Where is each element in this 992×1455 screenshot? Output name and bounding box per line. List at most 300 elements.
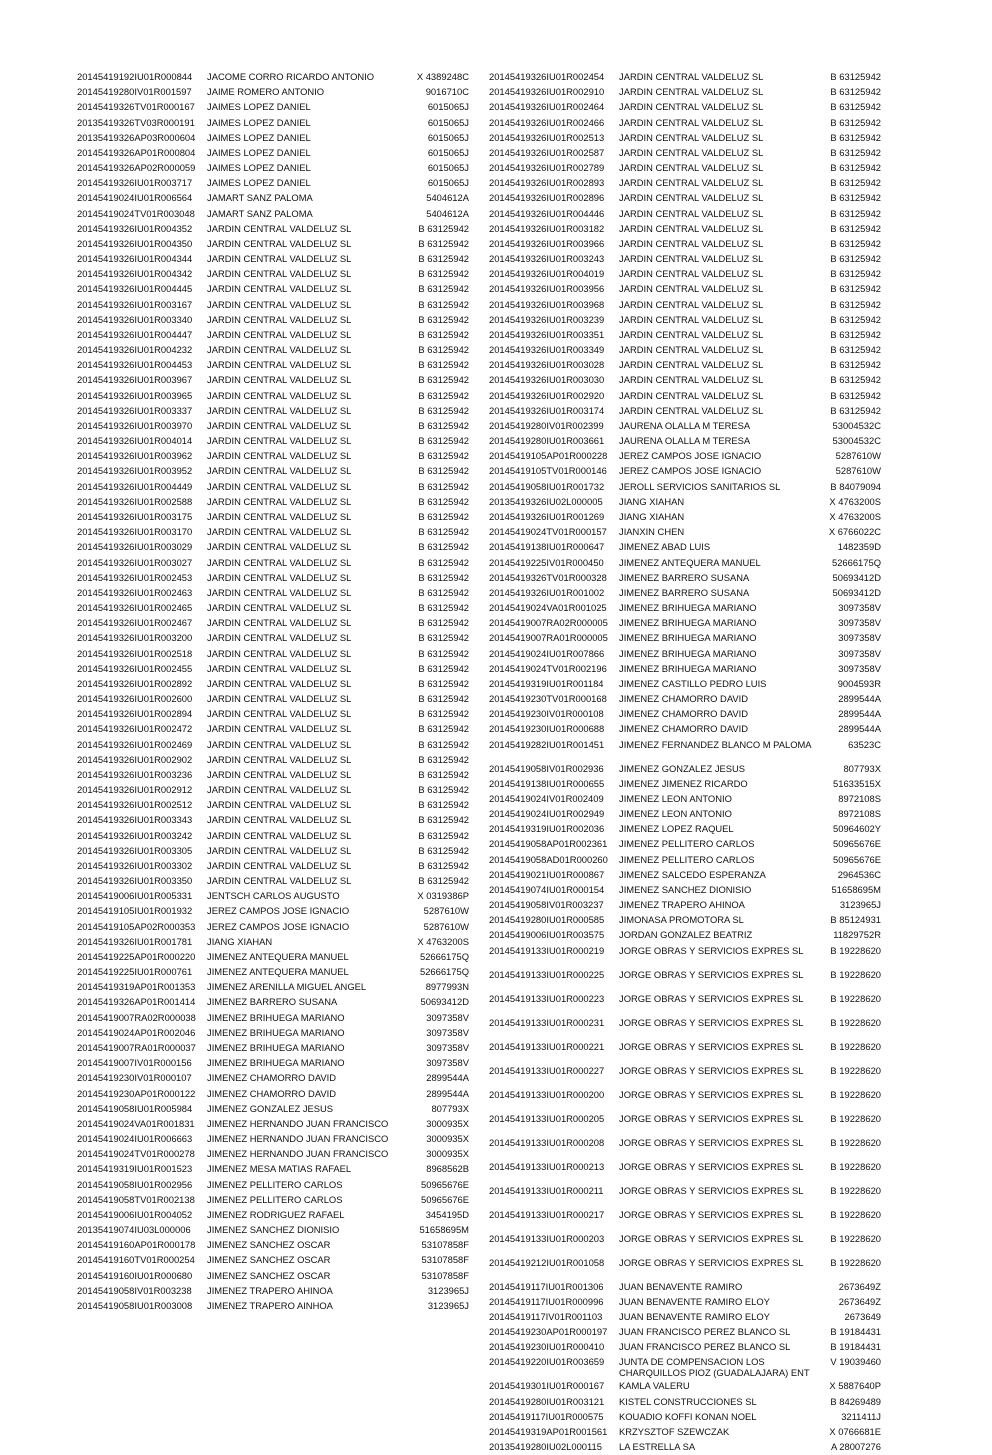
- table-row: [489, 1184, 889, 1208]
- tax-id: B 63125942: [830, 298, 881, 310]
- tax-id: B 63125942: [418, 799, 469, 811]
- holder-name: JARDIN CENTRAL VALDELUZ SL: [207, 723, 352, 735]
- tax-id: B 19228620: [830, 1136, 881, 1148]
- table-row: [77, 738, 477, 753]
- record-code: 20145419160IU01R000680: [77, 1269, 193, 1281]
- holder-name: JIMENEZ ANTEQUERA MANUEL: [207, 950, 349, 962]
- table-row: [489, 647, 889, 662]
- holder-name: JAURENA OLALLA M TERESA: [619, 435, 751, 447]
- table-row: [77, 464, 477, 479]
- record-code: 20135419326TV03R000191: [77, 116, 195, 128]
- tax-id: B 63125942: [830, 268, 881, 280]
- record-code: 20145419326IU01R003236: [77, 768, 193, 780]
- table-row: [489, 434, 889, 449]
- record-code: 20145419326IU01R004232: [77, 344, 193, 356]
- table-row: [77, 1162, 477, 1177]
- record-code: 20145419133IU01R000211: [489, 1184, 604, 1196]
- holder-name: JUNTA DE COMPENSACION LOS CHARQUILLOS PIOZ (GUADALAJARA) ENT: [619, 1356, 810, 1379]
- holder-name: JORGE OBRAS Y SERVICIOS EXPRES SL: [619, 1088, 804, 1100]
- table-row: [489, 928, 889, 943]
- record-code: 20145419301IU01R000167: [489, 1380, 605, 1392]
- tax-id: 3000935X: [426, 1133, 469, 1145]
- tax-id: 3097358V: [838, 662, 881, 674]
- holder-name: JARDIN CENTRAL VALDELUZ SL: [619, 207, 764, 219]
- holder-name: JIMENEZ SALCEDO ESPERANZA: [619, 868, 766, 880]
- table-row: [77, 191, 477, 206]
- holder-name: JORGE OBRAS Y SERVICIOS EXPRES SL: [619, 1040, 804, 1052]
- table-row: [489, 1112, 889, 1136]
- table-row: [489, 692, 889, 707]
- tax-id: 6015065J: [427, 162, 469, 174]
- table-row: [77, 1223, 477, 1238]
- holder-name: JORGE OBRAS Y SERVICIOS EXPRES SL: [619, 1112, 804, 1124]
- holder-name: JARDIN CENTRAL VALDELUZ SL: [619, 101, 764, 113]
- tax-id: B 63125942: [418, 875, 469, 887]
- tax-id: B 63125942: [418, 829, 469, 841]
- holder-name: JIMENEZ CASTILLO PEDRO LUIS: [619, 677, 767, 689]
- table-row: [489, 131, 889, 146]
- holder-name: JIMENEZ ARENILLA MIGUEL ANGEL: [207, 981, 367, 993]
- holder-name: JUAN BENAVENTE RAMIRO: [619, 1280, 743, 1292]
- record-code: 20145419192IU01R000844: [77, 71, 193, 82]
- table-row: [489, 419, 889, 434]
- record-code: 20145419326IU01R004447: [77, 328, 193, 340]
- record-code: 20145419326IU01R002463: [77, 586, 193, 598]
- tax-id: B 63125942: [418, 359, 469, 371]
- table-row: [77, 1178, 477, 1193]
- holder-name: JARDIN CENTRAL VALDELUZ SL: [207, 435, 352, 447]
- record-code: 20145419133IU01R000205: [489, 1112, 605, 1124]
- table-row: [77, 70, 477, 85]
- holder-name: JIMENEZ BRIHUEGA MARIANO: [619, 602, 757, 614]
- holder-name: JIMENEZ ANTEQUERA MANUEL: [207, 966, 349, 978]
- record-code: 20145419133IU01R000225: [489, 968, 605, 980]
- holder-name: JORGE OBRAS Y SERVICIOS EXPRES SL: [619, 944, 804, 956]
- tax-id: B 19228620: [830, 1256, 881, 1268]
- tax-id: B 63125942: [418, 814, 469, 826]
- holder-name: JIANXIN CHEN: [619, 526, 685, 538]
- record-code: 20145419326AP01R000804: [77, 146, 196, 158]
- holder-name: JARDIN CENTRAL VALDELUZ SL: [207, 632, 352, 644]
- tax-id: B 63125942: [418, 510, 469, 522]
- record-code: 20145419326IU01R003968: [489, 298, 605, 310]
- table-row: [489, 1440, 889, 1455]
- record-code: 20145419326IU01R003028: [489, 359, 605, 371]
- record-code: 20145419225IV01R000450: [489, 556, 604, 568]
- record-code: 20145419319IU01R001523: [77, 1163, 193, 1175]
- holder-name: JARDIN CENTRAL VALDELUZ SL: [619, 177, 764, 189]
- table-row: [489, 1136, 889, 1160]
- tax-id: 2673649Z: [838, 1295, 881, 1307]
- record-code: 20145419326IU01R002910: [489, 86, 605, 98]
- tax-id: 51658695M: [831, 883, 881, 895]
- holder-name: JIMENEZ LOPEZ RAQUEL: [619, 823, 734, 835]
- record-code: 20145419326IU01R003962: [77, 450, 193, 462]
- holder-name: JENTSCH CARLOS AUGUSTO: [207, 890, 340, 902]
- table-row: [77, 267, 477, 282]
- table-row: [489, 1310, 889, 1325]
- table-row: [77, 950, 477, 965]
- holder-name: JIANG XIAHAN: [207, 935, 273, 947]
- holder-name: JARDIN CENTRAL VALDELUZ SL: [619, 328, 764, 340]
- tax-id: B 63125942: [830, 71, 881, 82]
- record-code: 20145419006IU01R005331: [77, 890, 193, 902]
- tax-id: B 63125942: [830, 328, 881, 340]
- record-code: 20145419117IV01R001103: [489, 1310, 603, 1322]
- tax-id: B 84269489: [830, 1395, 881, 1407]
- table-row: [489, 525, 889, 540]
- tax-id: B 19228620: [830, 1160, 881, 1172]
- tax-id: B 63125942: [418, 344, 469, 356]
- tax-id: A 28007276: [830, 1441, 881, 1453]
- table-row: [77, 1253, 477, 1268]
- tax-id: B 63125942: [830, 116, 881, 128]
- holder-name: JARDIN CENTRAL VALDELUZ SL: [619, 359, 764, 371]
- tax-id: B 63125942: [830, 389, 881, 401]
- tax-id: B 63125942: [418, 859, 469, 871]
- record-code: 20145419138IU01R000647: [489, 541, 605, 553]
- table-row: [489, 792, 889, 807]
- tax-id: B 63125942: [418, 374, 469, 386]
- table-row: [77, 1238, 477, 1253]
- holder-name: JAIMES LOPEZ DANIEL: [207, 177, 311, 189]
- holder-name: JIMENEZ TRAPERO AHINOA: [619, 899, 745, 911]
- holder-name: JARDIN CENTRAL VALDELUZ SL: [207, 859, 352, 871]
- record-code: 20145419326IU01R002789: [489, 162, 605, 174]
- record-code: 20145419117IU01R000996: [489, 1295, 604, 1307]
- table-row: [77, 920, 477, 935]
- holder-name: JARDIN CENTRAL VALDELUZ SL: [207, 222, 352, 234]
- tax-id: 11829752R: [833, 929, 881, 941]
- tax-id: 50693412D: [832, 586, 881, 598]
- holder-name: JAIMES LOPEZ DANIEL: [207, 146, 311, 158]
- table-row: [489, 495, 889, 510]
- record-code: 20145419133IU01R000213: [489, 1160, 605, 1172]
- table-row: [77, 176, 477, 191]
- table-row: [77, 85, 477, 100]
- record-code: 20145419225IU01R000761: [77, 966, 193, 978]
- holder-name: JARDIN CENTRAL VALDELUZ SL: [207, 237, 352, 249]
- record-code: 20145419326TV01R000328: [489, 571, 607, 583]
- record-code: 20145419230IU01R000688: [489, 723, 605, 735]
- holder-name: JIMENEZ FERNANDEZ BLANCO M PALOMA: [619, 738, 812, 750]
- holder-name: JARDIN CENTRAL VALDELUZ SL: [207, 602, 352, 614]
- holder-name: JIMENEZ TRAPERO AINHOA: [207, 1299, 333, 1311]
- tax-id: B 19228620: [830, 1088, 881, 1100]
- holder-name: JARDIN CENTRAL VALDELUZ SL: [207, 875, 352, 887]
- tax-id: 52666175Q: [419, 950, 469, 962]
- record-code: 20145419117IU01R001306: [489, 1280, 604, 1292]
- record-code: 20145419058IU01R003008: [77, 1299, 193, 1311]
- tax-id: 53004532C: [832, 435, 881, 447]
- record-code: 20145419007RA02R000005: [489, 617, 608, 629]
- holder-name: KOUADIO KOFFI KONAN NOEL: [619, 1410, 757, 1422]
- table-row: [77, 313, 477, 328]
- record-code: 20145419319AP01R001353: [77, 981, 196, 993]
- holder-name: JAIMES LOPEZ DANIEL: [207, 131, 311, 143]
- table-row: [489, 1208, 889, 1232]
- holder-name: JORGE OBRAS Y SERVICIOS EXPRES SL: [619, 1232, 804, 1244]
- record-code: 20145419319AP01R001561: [489, 1426, 608, 1437]
- record-code: 20145419326IU01R004342: [77, 268, 193, 280]
- tax-id: B 63125942: [418, 465, 469, 477]
- holder-name: JORGE OBRAS Y SERVICIOS EXPRES SL: [619, 992, 804, 1004]
- table-row: [77, 631, 477, 646]
- holder-name: JIMENEZ SANCHEZ DIONISIO: [207, 1224, 340, 1236]
- tax-id: 3097358V: [426, 1011, 469, 1023]
- table-row: [77, 1026, 477, 1041]
- record-code: 20145419326TV01R000167: [77, 101, 195, 113]
- holder-name: JEREZ CAMPOS JOSE IGNACIO: [207, 920, 350, 932]
- table-row: [489, 571, 889, 586]
- record-code: 20145419326IU01R003243: [489, 253, 605, 265]
- tax-id: 51658695M: [419, 1224, 469, 1236]
- record-code: 20145419024AP01R002046: [77, 1026, 196, 1038]
- table-row: [77, 662, 477, 677]
- table-row: [489, 968, 889, 992]
- table-row: [77, 571, 477, 586]
- record-code: 20145419326IU01R003027: [77, 556, 193, 568]
- holder-name: JARDIN CENTRAL VALDELUZ SL: [207, 647, 352, 659]
- tax-id: 51633515X: [833, 777, 881, 789]
- table-row: [489, 191, 889, 206]
- tax-id: 5287610W: [423, 920, 469, 932]
- holder-name: JAIME ROMERO ANTONIO: [207, 86, 325, 98]
- holder-name: JUAN BENAVENTE RAMIRO ELOY: [619, 1310, 770, 1322]
- holder-name: JARDIN CENTRAL VALDELUZ SL: [619, 253, 764, 265]
- tax-id: B 63125942: [830, 237, 881, 249]
- tax-id: 6015065J: [427, 146, 469, 158]
- record-code: 20145419326IU01R002912: [77, 784, 193, 796]
- holder-name: JARDIN CENTRAL VALDELUZ SL: [619, 313, 764, 325]
- tax-id: B 63125942: [830, 192, 881, 204]
- record-code: 20145419024IU01R006663: [77, 1133, 193, 1145]
- table-row: [489, 1280, 889, 1295]
- tax-id: B 19228620: [830, 944, 881, 956]
- tax-id: B 63125942: [830, 131, 881, 143]
- holder-name: JARDIN CENTRAL VALDELUZ SL: [619, 146, 764, 158]
- holder-name: JARDIN CENTRAL VALDELUZ SL: [207, 510, 352, 522]
- table-row: [489, 510, 889, 525]
- tax-id: B 63125942: [418, 844, 469, 856]
- tax-id: X 4763200S: [829, 495, 881, 507]
- record-code: 20145419326IU01R003956: [489, 283, 605, 295]
- holder-name: JIMENEZ BRIHUEGA MARIANO: [207, 1026, 345, 1038]
- holder-name: KISTEL CONSTRUCCIONES SL: [619, 1395, 757, 1407]
- table-row: [489, 837, 889, 852]
- record-code: 20145419230TV01R000168: [489, 693, 607, 705]
- tax-id: 9016710C: [425, 86, 469, 98]
- record-code: 20145419326IU01R003174: [489, 404, 605, 416]
- holder-name: JIMENEZ TRAPERO AHINOA: [207, 1284, 333, 1296]
- holder-name: JARDIN CENTRAL VALDELUZ SL: [619, 222, 764, 234]
- table-row: [77, 298, 477, 313]
- tax-id: B 63125942: [418, 404, 469, 416]
- table-row: [77, 1193, 477, 1208]
- holder-name: JARDIN CENTRAL VALDELUZ SL: [207, 586, 352, 598]
- holder-name: JARDIN CENTRAL VALDELUZ SL: [619, 162, 764, 174]
- holder-name: JARDIN CENTRAL VALDELUZ SL: [619, 131, 764, 143]
- holder-name: JARDIN CENTRAL VALDELUZ SL: [207, 662, 352, 674]
- table-row: [489, 1040, 889, 1064]
- table-row: [77, 373, 477, 388]
- holder-name: JARDIN CENTRAL VALDELUZ SL: [207, 344, 352, 356]
- table-row: [489, 449, 889, 464]
- tax-id: 3000935X: [426, 1148, 469, 1160]
- tax-id: B 63125942: [418, 222, 469, 234]
- record-code: 20145419326IU01R002464: [489, 101, 605, 113]
- holder-name: JIMENEZ HERNANDO JUAN FRANCISCO: [207, 1148, 389, 1160]
- holder-name: JIMENEZ MESA MATIAS RAFAEL: [207, 1163, 352, 1175]
- record-code: 20145419058IV01R003237: [489, 899, 604, 911]
- holder-name: JIMENEZ SANCHEZ OSCAR: [207, 1239, 331, 1251]
- record-code: 20145419326AP01R001414: [77, 996, 196, 1008]
- record-code: 20145419280IV01R001597: [77, 86, 192, 98]
- tax-id: 3097358V: [838, 647, 881, 659]
- record-code: 20145419133IU01R000219: [489, 944, 605, 956]
- tax-id: 6015065J: [427, 131, 469, 143]
- table-row: [489, 722, 889, 737]
- table-row: [489, 992, 889, 1016]
- holder-name: JIMENEZ CHAMORRO DAVID: [619, 723, 748, 735]
- holder-name: JARDIN CENTRAL VALDELUZ SL: [207, 450, 352, 462]
- table-row: [77, 1056, 477, 1071]
- record-code: 20145419326IU01R002600: [77, 693, 193, 705]
- holder-name: JORGE OBRAS Y SERVICIOS EXPRES SL: [619, 968, 804, 980]
- holder-name: JAIMES LOPEZ DANIEL: [207, 162, 311, 174]
- record-code: 20145419138IU01R000655: [489, 777, 605, 789]
- record-code: 20145419058IU01R001732: [489, 480, 605, 492]
- record-code: 20145419133IU01R000227: [489, 1064, 605, 1076]
- record-code: 20145419326IU01R004453: [77, 359, 193, 371]
- tax-id: B 63125942: [418, 541, 469, 553]
- table-row: [77, 647, 477, 662]
- table-row: [77, 1071, 477, 1086]
- holder-name: JIMENEZ ABAD LUIS: [619, 541, 711, 553]
- record-code: 20145419133IU01R000223: [489, 992, 605, 1004]
- table-row: [77, 692, 477, 707]
- table-row: [489, 1395, 889, 1410]
- holder-name: JARDIN CENTRAL VALDELUZ SL: [619, 344, 764, 356]
- holder-name: JIMENEZ CHAMORRO DAVID: [619, 708, 748, 720]
- tax-id: 5287610W: [835, 465, 881, 477]
- record-code: 20145419021IU01R000867: [489, 868, 605, 880]
- table-row: [489, 822, 889, 837]
- tax-id: B 19228620: [830, 968, 881, 980]
- table-row: [77, 586, 477, 601]
- record-code: 20145419326IU01R002893: [489, 177, 605, 189]
- record-code: 20145419326IU01R003170: [77, 526, 193, 538]
- holder-name: JIMENEZ PELLITERO CARLOS: [619, 838, 755, 850]
- table-row: [77, 1147, 477, 1162]
- table-row: [77, 935, 477, 950]
- record-code: 20145419326IU01R002465: [77, 602, 193, 614]
- table-row: [489, 313, 889, 328]
- record-code: 20145419326IU01R004352: [77, 222, 193, 234]
- table-row: [489, 100, 889, 115]
- tax-id: 53107858F: [421, 1269, 469, 1281]
- table-row: [489, 1340, 889, 1355]
- record-code: 20145419326IU01R002518: [77, 647, 193, 659]
- tax-id: 50965676E: [833, 853, 881, 865]
- record-code: 20145419024TV01R000157: [489, 526, 607, 538]
- table-row: [489, 868, 889, 883]
- record-code: 20145419326IU01R004446: [489, 207, 605, 219]
- record-code: 20145419326IU01R003966: [489, 237, 605, 249]
- table-row: [489, 237, 889, 252]
- tax-id: B 63125942: [418, 389, 469, 401]
- tax-id: 2673649Z: [838, 1280, 881, 1292]
- tax-id: 5287610W: [423, 905, 469, 917]
- tax-id: B 63125942: [418, 556, 469, 568]
- holder-name: JAMART SANZ PALOMA: [207, 192, 313, 204]
- tax-id: 50693412D: [420, 996, 469, 1008]
- record-code: 20145419326IU01R002902: [77, 753, 193, 765]
- record-code: 20145419326IU01R003167: [77, 298, 193, 310]
- tax-id: 52666175Q: [831, 556, 881, 568]
- table-row: [77, 480, 477, 495]
- holder-name: JARDIN CENTRAL VALDELUZ SL: [619, 71, 764, 82]
- table-row: [77, 131, 477, 146]
- table-row: [77, 1299, 477, 1314]
- record-code: 20135419326IU02L000005: [489, 495, 603, 507]
- table-row: [489, 883, 889, 898]
- tax-id: 3123965J: [427, 1299, 469, 1311]
- record-code: 20145419133IU01R000208: [489, 1136, 605, 1148]
- tax-id: 2899544A: [426, 1072, 469, 1084]
- record-code: 20145419006IU01R004052: [77, 1208, 193, 1220]
- record-code: 20145419326IU01R002472: [77, 723, 193, 735]
- table-row: [77, 1087, 477, 1102]
- record-code: 20145419326IU01R003175: [77, 510, 193, 522]
- table-row: [489, 807, 889, 822]
- holder-name: JARDIN CENTRAL VALDELUZ SL: [207, 253, 352, 265]
- holder-name: JARDIN CENTRAL VALDELUZ SL: [207, 799, 352, 811]
- holder-name: JORDAN GONZALEZ BEATRIZ: [619, 929, 753, 941]
- table-row: [77, 1132, 477, 1147]
- tax-id: 5404612A: [426, 192, 469, 204]
- tax-id: B 63125942: [830, 313, 881, 325]
- holder-name: JORGE OBRAS Y SERVICIOS EXPRES SL: [619, 1256, 804, 1268]
- record-code: 20145419326IU01R002920: [489, 389, 605, 401]
- tax-id: 3097358V: [426, 1042, 469, 1053]
- record-code: 20145419326IU01R002453: [77, 571, 193, 583]
- table-row: [489, 146, 889, 161]
- holder-name: JARDIN CENTRAL VALDELUZ SL: [207, 419, 352, 431]
- table-row: [489, 358, 889, 373]
- table-row: [77, 556, 477, 571]
- record-code: 20145419024IU01R006564: [77, 192, 193, 204]
- record-code: 20145419024IV01R002409: [489, 792, 604, 804]
- table-row: [77, 449, 477, 464]
- record-code: 20145419326IU01R002892: [77, 677, 193, 689]
- holder-name: JARDIN CENTRAL VALDELUZ SL: [619, 374, 764, 386]
- table-row: [77, 252, 477, 267]
- tax-id: B 63125942: [418, 784, 469, 796]
- holder-name: KAMLA VALERU: [619, 1380, 690, 1392]
- tax-id: 3097358V: [426, 1026, 469, 1038]
- holder-name: JARDIN CENTRAL VALDELUZ SL: [619, 404, 764, 416]
- holder-name: JARDIN CENTRAL VALDELUZ SL: [207, 359, 352, 371]
- tax-id: B 84079094: [830, 480, 881, 492]
- holder-name: JARDIN CENTRAL VALDELUZ SL: [207, 556, 352, 568]
- record-code: 20135419074IU03L000006: [77, 1224, 191, 1236]
- table-row: [489, 1325, 889, 1340]
- holder-name: JAIMES LOPEZ DANIEL: [207, 101, 311, 113]
- table-row: [77, 1284, 477, 1299]
- holder-name: JIMENEZ BRIHUEGA MARIANO: [619, 617, 757, 629]
- holder-name: JACOME CORRO RICARDO ANTONIO: [207, 71, 375, 82]
